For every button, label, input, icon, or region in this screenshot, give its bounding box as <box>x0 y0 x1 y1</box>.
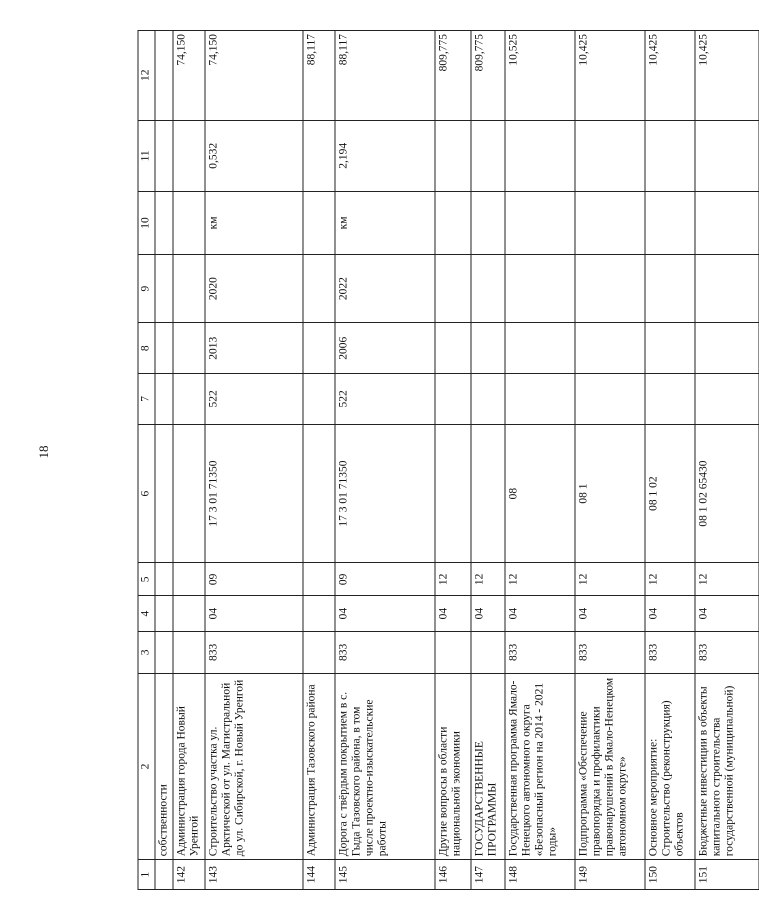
cell-col-1: 144 <box>303 860 335 890</box>
cell-col-11 <box>695 120 759 192</box>
cell-col-5: 12 <box>435 563 471 596</box>
cell-col-3: 833 <box>335 632 435 674</box>
cell-col-8 <box>173 323 204 374</box>
cell-col-6: 17 3 01 71350 <box>205 424 303 563</box>
cell-col-6: 08 1 <box>575 424 645 563</box>
cell-col-5: 09 <box>205 563 303 596</box>
cell-col-3: 833 <box>205 632 303 674</box>
cell-col-11 <box>303 120 335 192</box>
rotated-table-container <box>138 30 736 890</box>
cell-col-5 <box>173 563 204 596</box>
cell-col-10 <box>155 192 173 255</box>
cell-col-5: 09 <box>335 563 435 596</box>
cell-col-11: 0,532 <box>205 120 303 192</box>
cell-col-4: 04 <box>575 596 645 632</box>
cell-col-2: Бюджетные инвестиции в объекты капитального строительства государственной (муниципальной) <box>695 673 759 859</box>
cell-col-2: ГОСУДАРСТВЕННЫЕ ПРОГРАММЫ <box>471 673 505 859</box>
cell-col-2: Другие вопросы в области национальной экономики <box>435 673 471 859</box>
cell-col-9: 2022 <box>335 254 435 323</box>
column-header-3: 3 <box>138 632 155 674</box>
cell-col-8 <box>695 323 759 374</box>
cell-col-12: 10,425 <box>575 31 645 121</box>
cell-col-4: 04 <box>695 596 759 632</box>
cell-col-1: 145 <box>335 860 435 890</box>
cell-col-12 <box>155 31 173 121</box>
column-header-7: 7 <box>138 374 155 425</box>
cell-col-1: 143 <box>205 860 303 890</box>
cell-col-8 <box>471 323 505 374</box>
cell-col-3 <box>173 632 204 674</box>
cell-col-10 <box>471 192 505 255</box>
cell-col-6: 08 1 02 65430 <box>695 424 759 563</box>
cell-col-5: 12 <box>645 563 695 596</box>
cell-col-3 <box>155 632 173 674</box>
cell-col-10 <box>695 192 759 255</box>
cell-col-10 <box>435 192 471 255</box>
cell-col-8: 2013 <box>205 323 303 374</box>
cell-col-8: 2006 <box>335 323 435 374</box>
cell-col-4: 04 <box>335 596 435 632</box>
cell-col-9 <box>435 254 471 323</box>
cell-col-9 <box>173 254 204 323</box>
cell-col-5: 12 <box>575 563 645 596</box>
table-row <box>155 31 173 890</box>
cell-col-3 <box>303 632 335 674</box>
cell-col-12: 88,117 <box>335 31 435 121</box>
cell-col-1: 147 <box>471 860 505 890</box>
cell-col-6 <box>471 424 505 563</box>
cell-col-1: 142 <box>173 860 204 890</box>
cell-col-4: 04 <box>645 596 695 632</box>
column-header-4: 4 <box>138 596 155 632</box>
cell-col-9 <box>471 254 505 323</box>
cell-col-1 <box>155 860 173 890</box>
cell-col-6: 08 1 02 <box>645 424 695 563</box>
page-number: 18 <box>36 445 51 459</box>
cell-col-12: 10,525 <box>505 31 575 121</box>
column-header-6: 6 <box>138 424 155 563</box>
cell-col-11 <box>155 120 173 192</box>
cell-col-10 <box>303 192 335 255</box>
table-row <box>435 31 471 890</box>
cell-col-9 <box>695 254 759 323</box>
table-row <box>303 31 335 890</box>
cell-col-3: 833 <box>505 632 575 674</box>
cell-col-7: 522 <box>335 374 435 425</box>
cell-col-1: 150 <box>645 860 695 890</box>
cell-col-1: 149 <box>575 860 645 890</box>
table-row <box>645 31 695 890</box>
header-row <box>138 31 155 890</box>
table-row <box>575 31 645 890</box>
cell-col-8 <box>155 323 173 374</box>
cell-col-6 <box>303 424 335 563</box>
column-header-2: 2 <box>138 673 155 859</box>
cell-col-6 <box>173 424 204 563</box>
cell-col-6: 08 <box>505 424 575 563</box>
column-header-12: 12 <box>138 31 155 121</box>
cell-col-12: 10,425 <box>645 31 695 121</box>
cell-col-8 <box>435 323 471 374</box>
table-row <box>695 31 759 890</box>
cell-col-2: Государственная программа Ямало-Ненецкого автономного округа «Безопасный регион на 2014 - 2021 годы» <box>505 673 575 859</box>
cell-col-5: 12 <box>505 563 575 596</box>
cell-col-4 <box>303 596 335 632</box>
cell-col-4: 04 <box>435 596 471 632</box>
cell-col-11 <box>435 120 471 192</box>
cell-col-11 <box>505 120 575 192</box>
cell-col-8 <box>505 323 575 374</box>
cell-col-12: 10,425 <box>695 31 759 121</box>
cell-col-12: 74,150 <box>173 31 204 121</box>
cell-col-7: 522 <box>205 374 303 425</box>
cell-col-10: км <box>335 192 435 255</box>
cell-col-10 <box>645 192 695 255</box>
cell-col-4: 04 <box>471 596 505 632</box>
cell-col-4: 04 <box>505 596 575 632</box>
column-header-5: 5 <box>138 563 155 596</box>
budget-table <box>138 30 759 890</box>
cell-col-1: 146 <box>435 860 471 890</box>
cell-col-6 <box>155 424 173 563</box>
cell-col-5: 12 <box>695 563 759 596</box>
cell-col-10 <box>505 192 575 255</box>
cell-col-2: Основное мероприятие: Строительство (реконструкция) объектов <box>645 673 695 859</box>
cell-col-3: 833 <box>695 632 759 674</box>
cell-col-10 <box>173 192 204 255</box>
cell-col-1: 148 <box>505 860 575 890</box>
column-header-11: 11 <box>138 120 155 192</box>
cell-col-6 <box>435 424 471 563</box>
cell-col-11 <box>645 120 695 192</box>
cell-col-7 <box>695 374 759 425</box>
cell-col-3 <box>471 632 505 674</box>
cell-col-8 <box>575 323 645 374</box>
column-header-9: 9 <box>138 254 155 323</box>
cell-col-2: Подпрограмма «Обеспечение правопорядка и профилактики правонарушений в Ямало-Ненецком автономном округе» <box>575 673 645 859</box>
cell-col-2: Администрация Тазовского района <box>303 673 335 859</box>
cell-col-7 <box>303 374 335 425</box>
cell-col-11: 2,194 <box>335 120 435 192</box>
cell-col-7 <box>645 374 695 425</box>
cell-col-11 <box>471 120 505 192</box>
cell-col-7 <box>435 374 471 425</box>
cell-col-5: 12 <box>471 563 505 596</box>
cell-col-9 <box>303 254 335 323</box>
cell-col-8 <box>645 323 695 374</box>
cell-col-1: 151 <box>695 860 759 890</box>
table-row <box>205 31 303 890</box>
cell-col-7 <box>155 374 173 425</box>
column-header-10: 10 <box>138 192 155 255</box>
cell-col-10: км <box>205 192 303 255</box>
cell-col-9: 2020 <box>205 254 303 323</box>
cell-col-7 <box>505 374 575 425</box>
cell-col-11 <box>173 120 204 192</box>
column-header-8: 8 <box>138 323 155 374</box>
cell-col-8 <box>303 323 335 374</box>
cell-col-5 <box>155 563 173 596</box>
cell-col-4: 04 <box>205 596 303 632</box>
cell-col-7 <box>471 374 505 425</box>
cell-col-10 <box>575 192 645 255</box>
cell-col-2: Администрация города Новый Уренгой <box>173 673 204 859</box>
cell-col-2: собственности <box>155 673 173 859</box>
cell-col-4 <box>155 596 173 632</box>
cell-col-12: 809,775 <box>435 31 471 121</box>
cell-col-5 <box>303 563 335 596</box>
cell-col-3: 833 <box>575 632 645 674</box>
cell-col-6: 17 3 01 71350 <box>335 424 435 563</box>
cell-col-12: 74,150 <box>205 31 303 121</box>
cell-col-7 <box>575 374 645 425</box>
cell-col-11 <box>575 120 645 192</box>
table-row <box>173 31 204 890</box>
table-row <box>505 31 575 890</box>
cell-col-9 <box>155 254 173 323</box>
cell-col-9 <box>575 254 645 323</box>
column-header-1: 1 <box>138 860 155 890</box>
cell-col-12: 88,117 <box>303 31 335 121</box>
table-row <box>471 31 505 890</box>
cell-col-9 <box>505 254 575 323</box>
cell-col-3: 833 <box>645 632 695 674</box>
cell-col-4 <box>173 596 204 632</box>
cell-col-7 <box>173 374 204 425</box>
table-row <box>335 31 435 890</box>
cell-col-2: Дорога с твёрдым покрытием в с. Гыда Тазовского района, в том числе проектно-изыскательские работы <box>335 673 435 859</box>
cell-col-3 <box>435 632 471 674</box>
table-body <box>155 31 759 890</box>
cell-col-2: Строительство участка ул. Арктической от ул. Магистральной до ул. Сибирской, г. Новый Уренгой <box>205 673 303 859</box>
cell-col-12: 809,775 <box>471 31 505 121</box>
cell-col-9 <box>645 254 695 323</box>
